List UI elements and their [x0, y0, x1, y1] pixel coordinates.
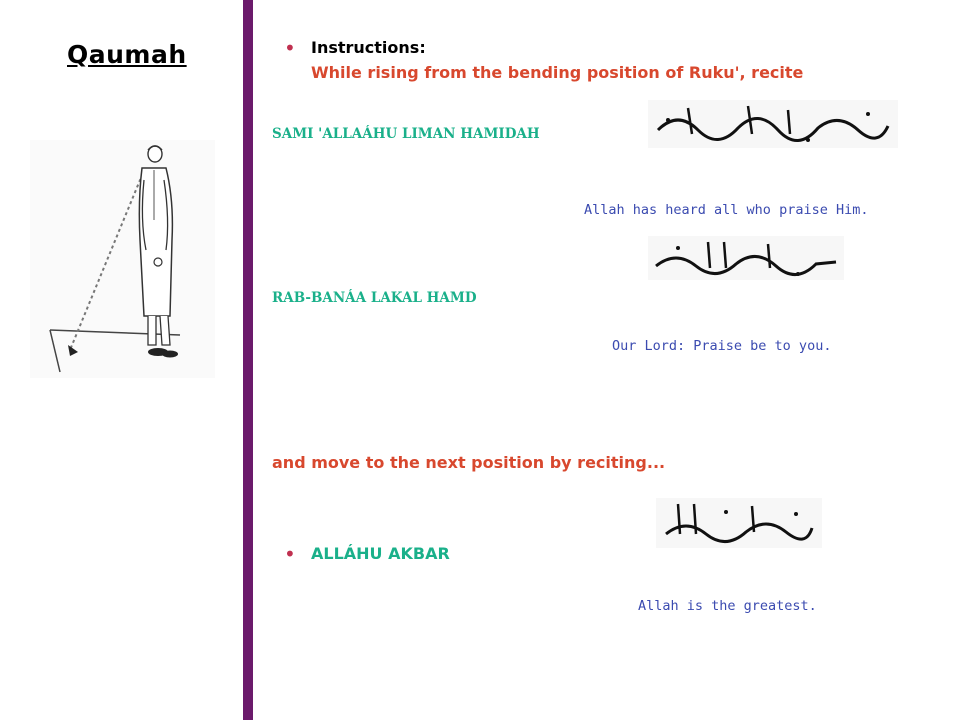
final-transliteration: ALLÁHU AKBAR — [311, 544, 450, 563]
bullet-icon: • — [284, 36, 296, 60]
instructions-text: While rising from the bending position of Ruku', recite — [311, 63, 804, 82]
final-translation: Allah is the greatest. — [638, 598, 817, 614]
recitation-2-translation: Our Lord: Praise be to you. — [612, 338, 832, 354]
next-position-text: and move to the next position by reciting... — [272, 453, 666, 472]
page-title: Qaumah — [67, 40, 187, 69]
instructions-label: Instructions: — [311, 38, 426, 57]
vertical-divider — [243, 0, 253, 720]
allahu-akbar-calligraphy-icon — [656, 498, 822, 548]
standing-figure-icon — [30, 140, 215, 378]
sami-allahu-calligraphy-icon — [648, 100, 898, 148]
recitation-2-transliteration: RAB-BANÁA LAKAL HAMD — [272, 290, 477, 306]
rabbana-lakal-hamd-calligraphy-icon — [648, 236, 844, 280]
bullet-icon: • — [284, 542, 296, 566]
recitation-1-transliteration: SAMI 'ALLAÁHU LIMAN HAMIDAH — [272, 126, 540, 142]
recitation-1-translation: Allah has heard all who praise Him. — [584, 202, 869, 218]
